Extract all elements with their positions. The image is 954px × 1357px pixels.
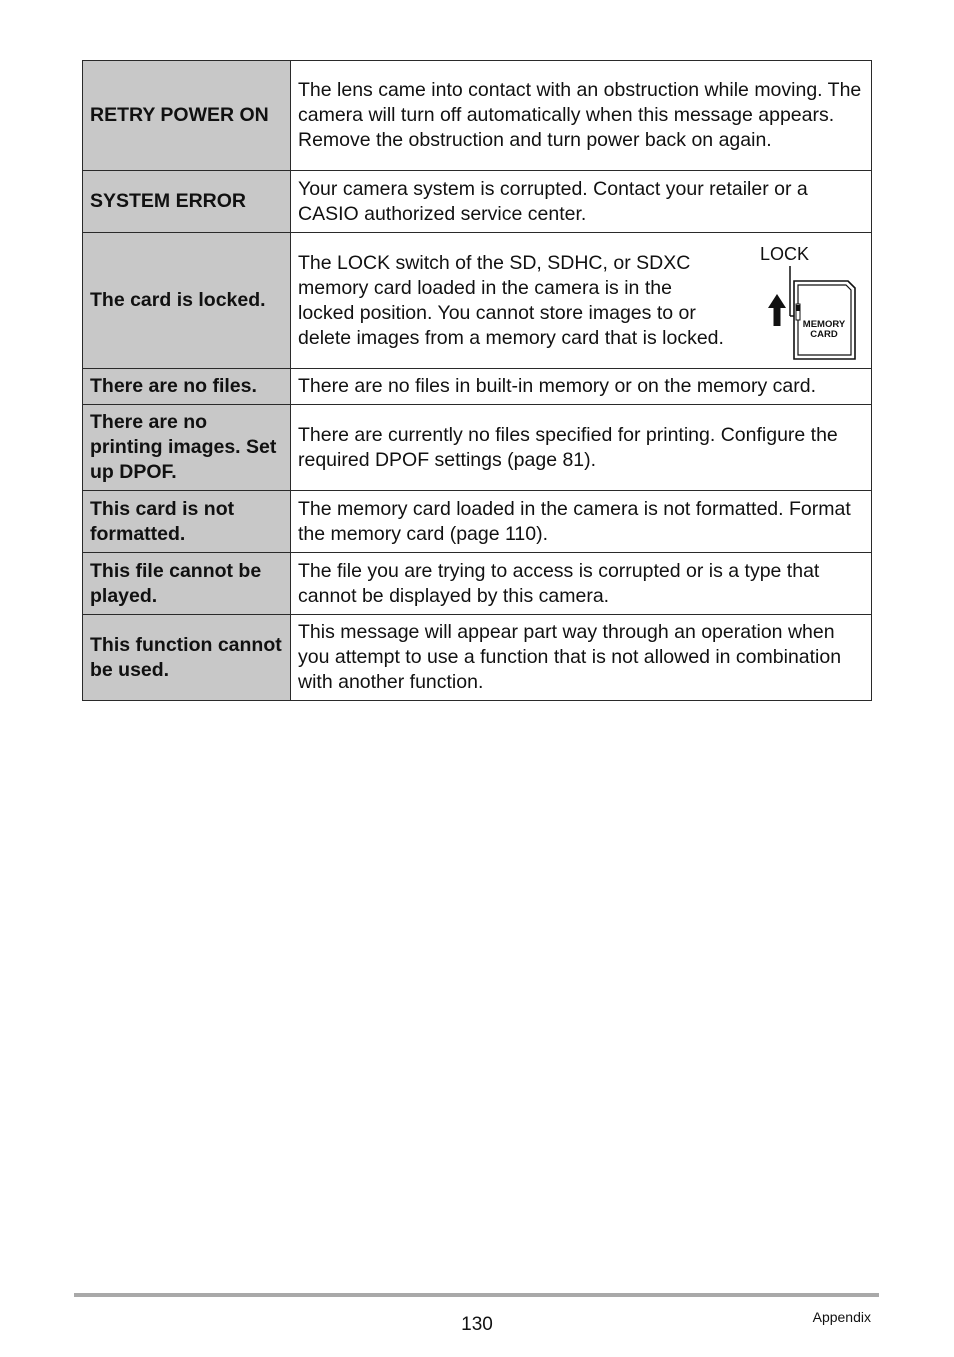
message-description: The memory card loaded in the camera is not formatted. Format the memory card (page 110). bbox=[291, 491, 872, 553]
message-name: This file cannot be played. bbox=[83, 553, 291, 615]
message-description-cell bbox=[291, 233, 872, 369]
table-row bbox=[83, 369, 872, 405]
table-row bbox=[83, 615, 872, 701]
table-row bbox=[83, 553, 872, 615]
message-description: The lens came into contact with an obstruction while moving. The camera will turn off automatically when this message appears. Remove the obstruction and turn power back on again. bbox=[291, 61, 872, 171]
message-name: This function cannot be used. bbox=[83, 615, 291, 701]
message-description: There are no files in built-in memory or on the memory card. bbox=[291, 369, 872, 405]
message-name: There are no printing images. Set up DPOF. bbox=[83, 405, 291, 491]
message-description: There are currently no files specified for printing. Configure the required DPOF settings (page 81). bbox=[291, 405, 872, 491]
table-row bbox=[83, 491, 872, 553]
table-row bbox=[83, 61, 872, 171]
message-description: The file you are trying to access is corrupted or is a type that cannot be displayed by this camera. bbox=[291, 553, 872, 615]
page-number: 130 bbox=[461, 1314, 493, 1335]
section-label: Appendix bbox=[812, 1309, 871, 1325]
message-name: There are no files. bbox=[83, 369, 291, 405]
message-description: Your camera system is corrupted. Contact your retailer or a CASIO authorized service center. bbox=[291, 171, 872, 233]
description-with-figure bbox=[298, 242, 864, 360]
message-name: SYSTEM ERROR bbox=[83, 171, 291, 233]
table-row bbox=[83, 405, 872, 491]
error-message-table bbox=[82, 60, 872, 701]
message-name: This card is not formatted. bbox=[83, 491, 291, 553]
card-text-card: CARD bbox=[810, 328, 838, 340]
footer-divider bbox=[74, 1293, 879, 1297]
message-description: The LOCK switch of the SD, SDHC, or SDXC memory card loaded in the camera is in the locked position. You cannot store images to or delete images from a memory card that is locked. bbox=[298, 251, 724, 349]
message-description: This message will appear part way through an operation when you attempt to use a function that is not allowed in combination with another function. bbox=[291, 615, 872, 701]
message-name: The card is locked. bbox=[83, 233, 291, 369]
table-row bbox=[83, 171, 872, 233]
table-row bbox=[83, 233, 872, 369]
card-text-memory: MEMORY bbox=[802, 318, 846, 330]
message-name: RETRY POWER ON bbox=[83, 61, 291, 171]
memory-card-lock-figure bbox=[760, 242, 862, 360]
lock-label: LOCK bbox=[760, 243, 810, 264]
